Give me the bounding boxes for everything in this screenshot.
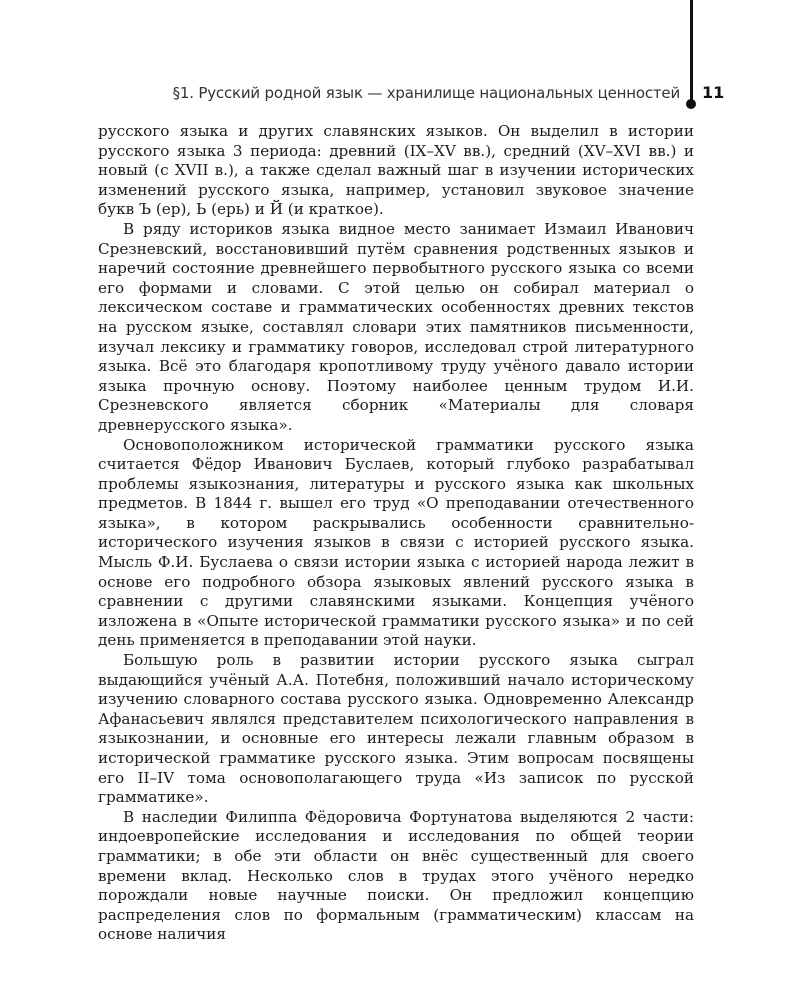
paragraph-continuation: русского языка и других славянских языков. Он выделил в истории русского языка 3 периода: древний (IX–XV вв.), средний (XV–XVI вв.) и новый (с XVII в.), а также сделал важный шаг в изучении исторических изменений русского языка, например, установил звуковое значение букв Ъ (ер), Ь (ерь) и Й (и краткое).: [98, 122, 694, 219]
paragraph-sreznevsky: В ряду историков языка видное место занимает Измаил Иванович Срезневский, восстановивший путём сравнения родственных языков и наречий состояние древнейшего первобытного русского языка со всеми его формами и словами. С этой целью он собирал материал о лексическом составе и грамматических особенностях древних текстов на русском языке, составлял словари этих памятников письменности, изучал лексику и грамматику говоров, исследовал строй литературного языка. Всё это благодаря кропотливому труду учёного давало истории языка прочную основу. Поэтому наиболее ценным трудом И.И. Срезневского является сборник «Материалы для словаря древнерусского языка».: [98, 219, 694, 434]
body-text: [98, 122, 694, 945]
paragraph-fortunatov: В наследии Филиппа Фёдоровича Фортунатова выделяются 2 части: индоевропейские исследования и исследования по общей теории грамматики; в обе эти области он внёс существенный для своего времени вклад. Несколько слов в трудах этого учёного нередко порождали новые научные поиски. Он предложил концепцию распределения слов по формальным (грамматическим) классам на основе наличия: [98, 807, 694, 944]
paragraph-potebnya: Большую роль в развитии истории русского языка сыграл выдающийся учёный А.А. Потебня, положивший начало историческому изучению словарного состава русского языка. Одновременно Александр Афанасьевич являлся представителем психологического направления в языкознании, и основные его интересы лежали главным образом в исторической грамматике русского языка. Этим вопросам посвящены его II–IV тома основополагающего труда «Из записок по русской грамматике».: [98, 651, 694, 807]
header-rule-dot: [686, 99, 696, 109]
paragraph-buslaev: Основоположником исторической грамматики русского языка считается Фёдор Иванович Буслаев, который глубоко разрабатывал проблемы языкознания, литературы и русского языка как школьных предметов. В 1844 г. вышел его труд «О преподавании отечественного языка», в котором раскрывались особенности сравнительно-исторического изучения языков в связи с историей русского языка. Мысль Ф.И. Буслаева о связи истории языка с историей народа лежит в основе его подробного обзора языковых явлений русского языка в сравнении с другими славянскими языками. Концепция учёного изложена в «Опыте исторической грамматики русского языка» и по сей день применяется в преподавании этой науки.: [98, 435, 694, 650]
header-vertical-rule: [690, 0, 693, 103]
running-head-title: §1. Русский родной язык — хранилище национальных ценностей: [172, 84, 680, 102]
page-number: 11: [702, 83, 725, 102]
